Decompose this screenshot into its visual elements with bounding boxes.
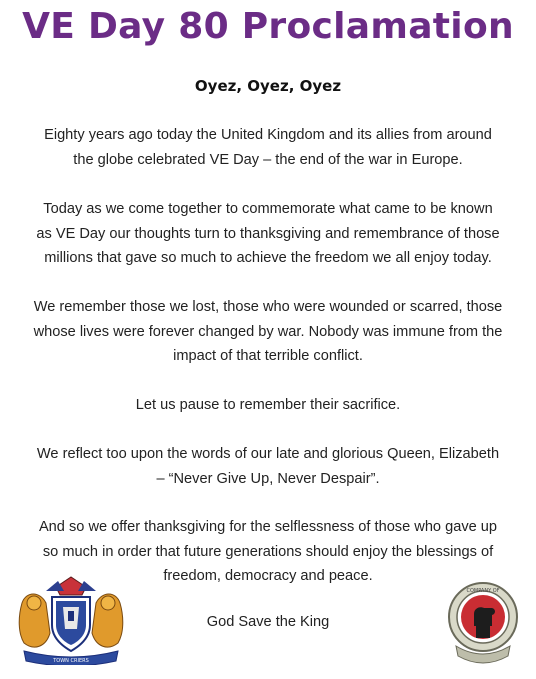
- text-line: whose lives were forever changed by war. Nobody was immune from the: [33, 323, 503, 340]
- page-title: VE Day 80 Proclamation: [22, 6, 514, 47]
- text-line: as VE Day our thoughts turn to thanksgiving and remembrance of those: [36, 225, 500, 242]
- text-line: the globe celebrated VE Day – the end of the war in Europe.: [73, 151, 463, 168]
- badge-ring-text: COMPANY OF: [466, 588, 500, 594]
- text-line: millions that gave so much to achieve the freedom we all enjoy today.: [44, 250, 492, 266]
- text-line: We remember those we lost, those who were wounded or scarred, those: [33, 299, 503, 315]
- paragraph-1: [10, 123, 526, 172]
- text-line: And so we offer thanksgiving for the selflessness of those who gave up: [38, 519, 498, 535]
- crest-ribbon-text: TOWN CRIERS: [53, 658, 89, 664]
- text-line: God Save the King: [206, 614, 330, 630]
- text-line: Let us pause to remember their sacrifice.: [135, 397, 401, 413]
- text-line: impact of that terrible conflict.: [173, 348, 363, 364]
- paragraph-4: [10, 393, 526, 418]
- company-badge-fist-icon: [446, 580, 520, 664]
- town-crier-coat-of-arms-icon: [16, 573, 126, 665]
- paragraph-5: [10, 442, 526, 491]
- text-line: Today as we come together to commemorate what came to be known: [43, 201, 493, 217]
- paragraph-3: [10, 295, 526, 369]
- text-line: so much in order that future generations should enjoy the blessings of: [42, 543, 494, 560]
- proclamation-opening: Oyez, Oyez, Oyez: [194, 77, 342, 95]
- text-line: freedom, democracy and peace.: [163, 568, 373, 584]
- paragraph-2: [10, 197, 526, 271]
- text-line: Eighty years ago today the United Kingdom and its allies from around: [44, 127, 492, 143]
- text-line: – “Never Give Up, Never Despair”.: [156, 470, 380, 487]
- text-line: We reflect too upon the words of our late and glorious Queen, Elizabeth: [36, 446, 500, 462]
